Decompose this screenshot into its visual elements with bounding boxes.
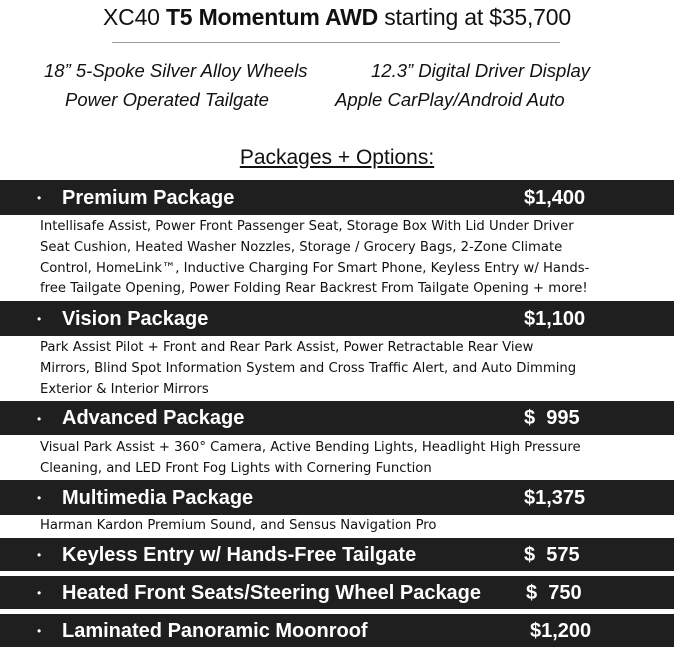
package-bar-premium (0, 180, 674, 215)
package-price: $ 575 (524, 544, 580, 566)
option-bar-heated-seats (0, 576, 674, 609)
title-divider (112, 42, 560, 43)
feature-tailgate: Power Operated Tailgate (65, 89, 269, 110)
package-name: Laminated Panoramic Moonroof (62, 620, 368, 642)
package-price: $1,400 (524, 187, 586, 209)
package-name: Advanced Package (62, 407, 245, 429)
package-description-multimedia: Harman Kardon Premium Sound, and Sensus Navigation Pro (40, 518, 437, 533)
feature-wheels: 18” 5-Spoke Silver Alloy Wheels (44, 60, 308, 81)
package-name: Premium Package (62, 187, 235, 209)
package-name: Multimedia Package (62, 487, 254, 509)
package-bar-multimedia (0, 480, 674, 515)
title-starting-price: starting at $35,700 (378, 4, 571, 30)
package-description-advanced: Visual Park Assist + 360° Camera, Active Bending Lights, Headlight High Pressure Cleaning, and LED Front Fog Lights with Cornering Function (40, 440, 581, 476)
bullet-icon: • (37, 586, 42, 600)
package-description-vision: Park Assist Pilot + Front and Rear Park Assist, Power Retractable Rear View Mirrors, Blind Spot Information System and Cross Traffic Alert, and Auto Dimming Exterior & Interior Mirrors (40, 340, 577, 397)
package-price: $ 750 (526, 582, 582, 604)
package-bar-advanced (0, 401, 674, 435)
package-name: Heated Front Seats/Steering Wheel Package (62, 582, 482, 604)
bullet-icon: • (37, 191, 42, 205)
bullet-icon: • (37, 491, 42, 505)
feature-carplay: Apple CarPlay/Android Auto (335, 89, 565, 110)
packages-heading: Packages + Options: (239, 146, 435, 169)
title-trim: T5 Momentum AWD (165, 4, 379, 30)
bullet-icon: • (37, 312, 42, 326)
bullet-icon: • (37, 548, 42, 562)
package-description-premium: Intellisafe Assist, Power Front Passenger Seat, Storage Box With Lid Under Driver Seat Cushion, Heated Washer Nozzles, Storage / Grocery Bags, 2-Zone Climate Control, HomeLink™, Inductive Charging For Smart Phone, Keyless Entry w/ Hands- free Tailgate Opening, Power Folding Rear Backrest From Tailgate Opening + more! (40, 219, 590, 297)
bullet-icon: • (37, 412, 42, 426)
title-model: XC40 (103, 4, 166, 30)
package-price: $ 995 (524, 407, 580, 429)
page-title (0, 4, 674, 31)
package-price: $1,100 (524, 308, 586, 330)
package-bar-vision (0, 301, 674, 336)
option-bar-moonroof (0, 614, 674, 647)
feature-driver-display: 12.3” Digital Driver Display (371, 60, 590, 81)
option-bar-keyless-entry (0, 538, 674, 571)
package-name: Keyless Entry w/ Hands-Free Tailgate (62, 544, 417, 566)
package-price: $1,375 (524, 487, 586, 509)
package-price: $1,200 (530, 620, 592, 642)
bullet-icon: • (37, 624, 42, 638)
package-name: Vision Package (62, 308, 209, 330)
